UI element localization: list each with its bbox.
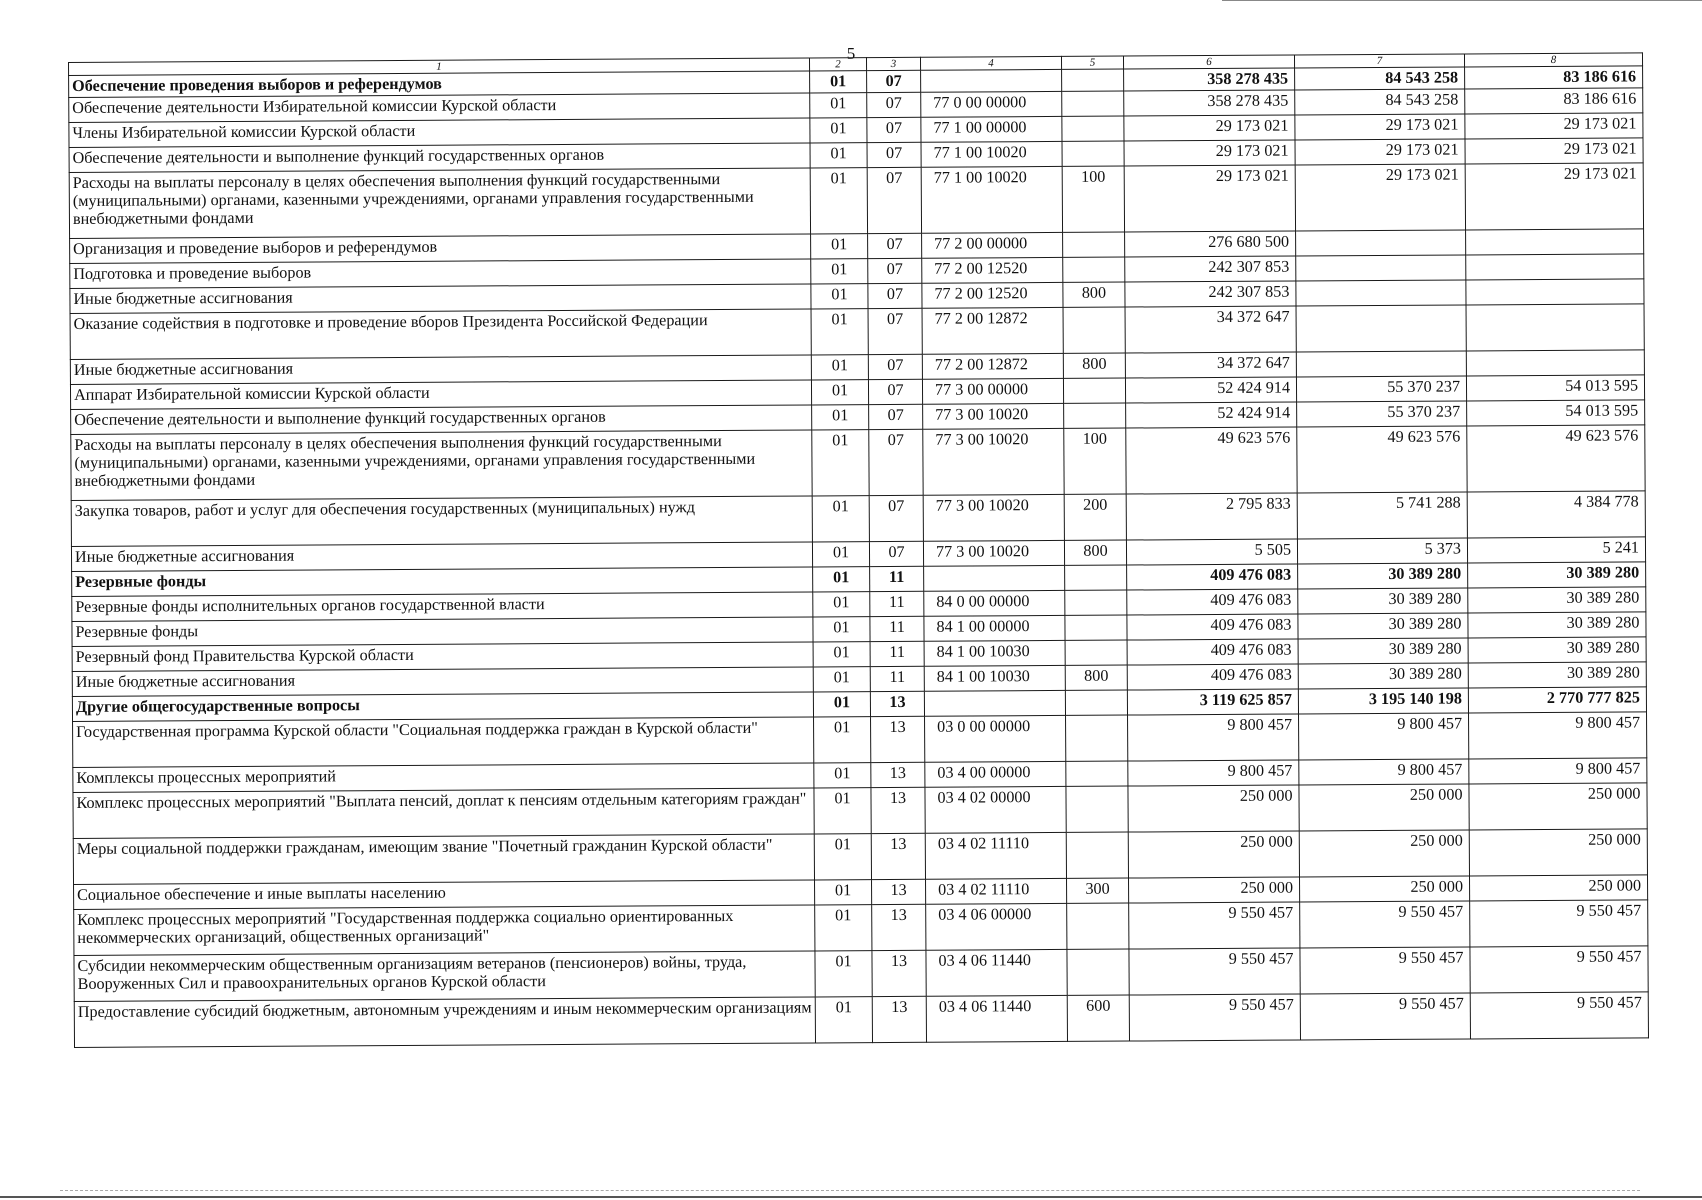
- amount-col-6: 52 424 914: [1125, 377, 1296, 403]
- subsection-code: 13: [872, 950, 926, 996]
- section-code: 01: [812, 405, 869, 430]
- target-article-code: 77 2 00 12872: [922, 307, 1063, 354]
- expense-type-code: [1065, 565, 1127, 590]
- row-name: Аппарат Избирательной комиссии Курской области: [70, 380, 811, 410]
- amount-col-7: 30 389 280: [1298, 613, 1468, 639]
- row-name: Резервные фонды исполнительных органов государственной власти: [72, 592, 813, 622]
- amount-col-6: 9 800 457: [1128, 760, 1299, 786]
- amount-col-6: 5 505: [1126, 539, 1297, 565]
- amount-col-7: 29 173 021: [1295, 114, 1465, 140]
- row-name: Обеспечение деятельности и выполнение функций государственных органов: [71, 405, 812, 435]
- table-row: [69, 163, 1643, 239]
- target-article-code: 03 0 00 00000: [925, 715, 1066, 762]
- target-article-code: [924, 565, 1065, 591]
- amount-col-6: 29 173 021: [1124, 140, 1295, 166]
- amount-col-7: [1296, 255, 1466, 281]
- section-code: 01: [810, 168, 867, 234]
- target-article-code: 77 2 00 00000: [922, 232, 1063, 258]
- amount-col-7: 5 741 288: [1297, 492, 1467, 539]
- row-name: Обеспечение проведения выборов и референдумов: [69, 71, 810, 98]
- amount-col-8: 250 000: [1469, 829, 1647, 876]
- amount-col-7: 49 623 576: [1297, 426, 1467, 493]
- row-name: Подготовка и проведение выборов: [70, 259, 811, 289]
- expense-type-code: [1063, 257, 1125, 282]
- subsection-code: 07: [868, 283, 922, 308]
- subsection-code: 13: [871, 762, 925, 787]
- section-code: 01: [811, 355, 868, 380]
- amount-col-6: 409 476 083: [1127, 664, 1298, 690]
- row-name: Резервные фонды: [72, 617, 813, 647]
- target-article-code: 84 1 00 10030: [924, 665, 1065, 691]
- expense-type-code: [1063, 307, 1125, 353]
- amount-col-8: 29 173 021: [1465, 163, 1643, 230]
- page-number: 5: [846, 44, 856, 63]
- section-code: 01: [811, 234, 868, 259]
- section-code: 01: [813, 567, 870, 592]
- amount-col-7: 9 800 457: [1299, 759, 1469, 785]
- section-code: 01: [812, 542, 869, 567]
- subsection-code: 13: [871, 787, 925, 833]
- expense-type-code: [1062, 116, 1124, 141]
- row-name: Иные бюджетные ассигнования: [70, 355, 811, 385]
- amount-col-8: 30 389 280: [1468, 587, 1646, 613]
- amount-col-7: [1296, 280, 1466, 306]
- section-code: 01: [813, 592, 870, 617]
- row-name: Обеспечение деятельности Избирательной комиссии Курской области: [69, 93, 810, 123]
- amount-col-7: [1296, 351, 1466, 377]
- amount-col-6: 358 278 435: [1124, 68, 1295, 91]
- row-name: Другие общегосударственные вопросы: [72, 692, 813, 722]
- amount-col-6: 34 372 647: [1125, 306, 1296, 353]
- budget-table: [68, 52, 1649, 1048]
- amount-col-7: 30 389 280: [1298, 663, 1468, 689]
- subsection-code: 07: [868, 233, 922, 258]
- row-name: Предоставление субсидий бюджетным, автономным учреждениям и иным некоммерческим организациям: [74, 997, 815, 1048]
- amount-col-8: 4 384 778: [1467, 491, 1645, 538]
- amount-col-8: 83 186 616: [1465, 88, 1643, 114]
- row-name: Организация и проведение выборов и референдумов: [70, 234, 811, 264]
- row-name: Комплекс процессных мероприятий "Государственная поддержка социально ориентированных некоммерческих организаций, общественных организаций": [74, 905, 815, 956]
- subsection-code: 07: [869, 541, 923, 566]
- amount-col-7: 9 550 457: [1300, 901, 1470, 948]
- expense-type-code: [1067, 903, 1129, 949]
- target-article-code: 77 1 00 10020: [921, 166, 1062, 233]
- expense-type-code: [1062, 141, 1124, 166]
- amount-col-6: 276 680 500: [1125, 231, 1296, 257]
- amount-col-8: 250 000: [1469, 783, 1647, 830]
- amount-col-6: 409 476 083: [1127, 639, 1298, 665]
- amount-col-7: 30 389 280: [1298, 588, 1468, 614]
- row-name: Члены Избирательной комиссии Курской области: [69, 118, 810, 148]
- amount-col-8: 250 000: [1469, 875, 1647, 901]
- amount-col-6: 34 372 647: [1125, 352, 1296, 378]
- amount-col-6: 250 000: [1129, 877, 1300, 903]
- amount-col-6: 9 550 457: [1129, 902, 1300, 949]
- column-number: 4: [920, 56, 1061, 70]
- target-article-code: 84 0 00 00000: [924, 590, 1065, 616]
- target-article-code: 77 1 00 10020: [921, 141, 1062, 167]
- table-row: [74, 992, 1648, 1048]
- target-article-code: 03 4 00 00000: [925, 761, 1066, 787]
- amount-col-8: 29 173 021: [1465, 113, 1643, 139]
- table-row: [71, 425, 1645, 501]
- amount-col-8: [1466, 304, 1644, 351]
- subsection-code: 13: [870, 691, 924, 716]
- expense-type-code: 800: [1063, 282, 1125, 307]
- section-code: 01: [814, 834, 871, 880]
- section-code: 01: [810, 143, 867, 168]
- row-name: Расходы на выплаты персоналу в целях обеспечения выполнения функций государственными (муниципальными) органами, казенными учреждениями, органами управления государственными внебюджетными фондами: [69, 168, 810, 239]
- subsection-code: 07: [869, 404, 923, 429]
- section-code: 01: [813, 642, 870, 667]
- subsection-code: 07: [869, 495, 923, 541]
- expense-type-code: [1067, 949, 1129, 995]
- target-article-code: 03 4 02 11110: [925, 832, 1066, 879]
- amount-col-6: 242 307 853: [1125, 281, 1296, 307]
- section-code: 01: [811, 309, 868, 355]
- amount-col-8: 49 623 576: [1467, 425, 1645, 492]
- section-code: 01: [814, 788, 871, 834]
- expense-type-code: 200: [1064, 494, 1126, 540]
- amount-col-6: 409 476 083: [1127, 564, 1298, 590]
- amount-col-7: 30 389 280: [1298, 563, 1468, 589]
- section-code: 01: [811, 259, 868, 284]
- column-number: 7: [1294, 54, 1464, 68]
- target-article-code: 77 3 00 00000: [922, 378, 1063, 404]
- amount-col-6: 409 476 083: [1127, 614, 1298, 640]
- expense-type-code: [1063, 378, 1125, 403]
- section-code: 01: [815, 880, 872, 905]
- row-name: Иные бюджетные ассигнования: [72, 667, 813, 697]
- expense-type-code: [1066, 786, 1128, 832]
- section-code: 01: [814, 763, 871, 788]
- target-article-code: 03 4 06 11440: [926, 949, 1067, 996]
- expense-type-code: [1064, 403, 1126, 428]
- target-article-code: 77 3 00 10020: [923, 403, 1064, 429]
- expense-type-code: [1065, 690, 1127, 715]
- amount-col-6: 9 550 457: [1129, 948, 1300, 995]
- subsection-code: 11: [870, 666, 924, 691]
- amount-col-8: 30 389 280: [1468, 662, 1646, 688]
- amount-col-7: 250 000: [1300, 876, 1470, 902]
- row-name: Закупка товаров, работ и услуг для обеспечения государственных (муниципальных) нужд: [71, 496, 812, 547]
- amount-col-8: 30 389 280: [1468, 637, 1646, 663]
- target-article-code: 77 2 00 12520: [922, 282, 1063, 308]
- column-number: 6: [1123, 55, 1294, 69]
- amount-col-8: 54 013 595: [1466, 375, 1644, 401]
- subsection-code: 11: [870, 641, 924, 666]
- amount-col-8: 9 550 457: [1470, 992, 1648, 1039]
- target-article-code: 84 1 00 00000: [924, 615, 1065, 641]
- target-article-code: [921, 69, 1062, 92]
- expense-type-code: 600: [1067, 995, 1129, 1041]
- amount-col-6: 29 173 021: [1124, 115, 1295, 141]
- section-code: 01: [810, 71, 867, 93]
- subsection-code: 13: [871, 716, 925, 762]
- scan-top-edge: [1222, 0, 1702, 1]
- row-name: Государственная программа Курской области "Социальная поддержка граждан в Курской области": [73, 717, 814, 768]
- subsection-code: 07: [868, 258, 922, 283]
- subsection-code: 07: [867, 142, 921, 167]
- amount-col-6: 358 278 435: [1124, 90, 1295, 116]
- target-article-code: 03 4 06 00000: [926, 903, 1067, 950]
- amount-col-6: 409 476 083: [1127, 589, 1298, 615]
- row-name: Резервный фонд Правительства Курской области: [72, 642, 813, 672]
- amount-col-8: [1466, 279, 1644, 305]
- row-name: Социальное обеспечение и иные выплаты населению: [74, 880, 815, 910]
- expense-type-code: [1065, 590, 1127, 615]
- amount-col-7: 30 389 280: [1298, 638, 1468, 664]
- amount-col-8: 2 770 777 825: [1468, 687, 1646, 713]
- expense-type-code: [1066, 832, 1128, 878]
- section-code: 01: [811, 380, 868, 405]
- amount-col-7: 29 173 021: [1295, 139, 1465, 165]
- amount-col-8: 9 550 457: [1470, 900, 1648, 947]
- amount-col-7: 55 370 237: [1297, 401, 1467, 427]
- table-body: [69, 53, 1649, 1048]
- section-code: 01: [812, 430, 869, 496]
- subsection-code: 13: [872, 996, 926, 1042]
- row-name: Субсидии некоммерческим общественным организациям ветеранов (пенсионеров) войны, труда, Вооруженных Сил и правоохранительных органов Курской области: [74, 951, 815, 1002]
- amount-col-8: 29 173 021: [1465, 138, 1643, 164]
- amount-col-8: 9 800 457: [1469, 712, 1647, 759]
- section-code: 01: [813, 692, 870, 717]
- target-article-code: 03 4 02 00000: [925, 786, 1066, 833]
- scan-bottom-noise: [60, 1190, 1640, 1191]
- section-code: 01: [814, 717, 871, 763]
- section-code: 01: [815, 997, 872, 1043]
- amount-col-7: 250 000: [1299, 830, 1469, 877]
- row-name: Расходы на выплаты персоналу в целях обеспечения выполнения функций государственными (муниципальными) органами, казенными учреждениями, органами управления государственными внебюджетными фондами: [71, 430, 812, 501]
- section-code: 01: [815, 951, 872, 997]
- row-name: Комплексы процессных мероприятий: [73, 763, 814, 793]
- amount-col-7: 9 550 457: [1300, 947, 1470, 994]
- column-number: 1: [69, 58, 810, 76]
- amount-col-8: [1466, 229, 1644, 255]
- amount-col-8: [1466, 350, 1644, 376]
- row-name: Меры социальной поддержки гражданам, имеющим звание "Почетный гражданин Курской области": [73, 834, 814, 885]
- subsection-code: 07: [868, 354, 922, 379]
- amount-col-7: 5 373: [1297, 538, 1467, 564]
- row-name: Обеспечение деятельности и выполнение функций государственных органов: [69, 143, 810, 173]
- amount-col-6: 49 623 576: [1126, 427, 1297, 494]
- subsection-code: 07: [867, 70, 921, 92]
- target-article-code: 77 1 00 00000: [921, 116, 1062, 142]
- amount-col-7: [1296, 230, 1466, 256]
- amount-col-6: 250 000: [1128, 831, 1299, 878]
- row-name: Комплекс процессных мероприятий "Выплата пенсий, доплат к пенсиям отдельным категориям граждан": [73, 788, 814, 839]
- amount-col-6: 9 550 457: [1129, 994, 1300, 1041]
- expense-type-code: [1066, 761, 1128, 786]
- expense-type-code: [1062, 69, 1124, 91]
- amount-col-8: 5 241: [1467, 537, 1645, 563]
- target-article-code: 77 3 00 10020: [923, 494, 1064, 541]
- section-code: 01: [810, 93, 867, 118]
- section-code: 01: [811, 284, 868, 309]
- amount-col-6: 29 173 021: [1124, 165, 1295, 232]
- amount-col-8: 30 389 280: [1468, 612, 1646, 638]
- amount-col-7: 55 370 237: [1296, 376, 1466, 402]
- expense-type-code: [1065, 640, 1127, 665]
- subsection-code: 13: [872, 904, 926, 950]
- amount-col-6: 250 000: [1128, 785, 1299, 832]
- budget-sheet: [68, 52, 1648, 1048]
- expense-type-code: 800: [1063, 353, 1125, 378]
- amount-col-6: 9 800 457: [1128, 714, 1299, 761]
- amount-col-6: 242 307 853: [1125, 256, 1296, 282]
- amount-col-8: 30 389 280: [1468, 562, 1646, 588]
- amount-col-7: 9 550 457: [1300, 993, 1470, 1040]
- subsection-code: 07: [869, 429, 923, 495]
- subsection-code: 07: [867, 117, 921, 142]
- target-article-code: 77 3 00 10020: [923, 428, 1064, 495]
- expense-type-code: [1063, 232, 1125, 257]
- target-article-code: [924, 690, 1065, 716]
- row-name: Иные бюджетные ассигнования: [71, 542, 812, 572]
- subsection-code: 13: [871, 833, 925, 879]
- row-name: Иные бюджетные ассигнования: [70, 284, 811, 314]
- amount-col-8: [1466, 254, 1644, 280]
- row-name: Резервные фонды: [72, 567, 813, 597]
- column-number: 2: [809, 58, 866, 71]
- amount-col-7: 3 195 140 198: [1298, 688, 1468, 714]
- amount-col-7: [1296, 305, 1466, 352]
- column-number: 5: [1061, 56, 1123, 69]
- amount-col-8: 9 800 457: [1469, 758, 1647, 784]
- expense-type-code: 800: [1065, 665, 1127, 690]
- scan-bottom-edge: [0, 1196, 1702, 1198]
- target-article-code: 03 4 02 11110: [926, 878, 1067, 904]
- subsection-code: 11: [870, 616, 924, 641]
- target-article-code: 77 0 00 00000: [921, 91, 1062, 117]
- amount-col-8: 83 186 616: [1465, 66, 1643, 89]
- section-code: 01: [815, 905, 872, 951]
- section-code: 01: [810, 118, 867, 143]
- target-article-code: 77 3 00 10020: [923, 540, 1064, 566]
- subsection-code: 07: [867, 92, 921, 117]
- subsection-code: 07: [868, 379, 922, 404]
- expense-type-code: 100: [1062, 166, 1124, 232]
- column-number: 8: [1464, 53, 1642, 67]
- subsection-code: 13: [872, 879, 926, 904]
- section-code: 01: [813, 667, 870, 692]
- amount-col-8: 9 550 457: [1470, 946, 1648, 993]
- expense-type-code: 300: [1067, 878, 1129, 903]
- expense-type-code: [1062, 91, 1124, 116]
- amount-col-6: 52 424 914: [1126, 402, 1297, 428]
- expense-type-code: [1066, 715, 1128, 761]
- amount-col-7: 84 543 258: [1295, 67, 1465, 90]
- subsection-code: 11: [870, 591, 924, 616]
- column-number: 3: [866, 57, 920, 70]
- subsection-code: 11: [870, 566, 924, 591]
- target-article-code: 84 1 00 10030: [924, 640, 1065, 666]
- target-article-code: 03 4 06 11440: [926, 995, 1067, 1042]
- subsection-code: 07: [867, 167, 921, 233]
- expense-type-code: 800: [1064, 540, 1126, 565]
- amount-col-6: 2 795 833: [1126, 493, 1297, 540]
- target-article-code: 77 2 00 12872: [922, 353, 1063, 379]
- section-code: 01: [812, 496, 869, 542]
- amount-col-6: 3 119 625 857: [1127, 689, 1298, 715]
- amount-col-8: 54 013 595: [1467, 400, 1645, 426]
- subsection-code: 07: [868, 308, 922, 354]
- amount-col-7: 9 800 457: [1299, 713, 1469, 760]
- amount-col-7: 84 543 258: [1295, 89, 1465, 115]
- amount-col-7: 250 000: [1299, 784, 1469, 831]
- expense-type-code: 100: [1064, 428, 1126, 494]
- section-code: 01: [813, 617, 870, 642]
- row-name: Оказание содействия в подготовке и проведение вборов Президента Российской Федерации: [70, 309, 811, 360]
- amount-col-7: 29 173 021: [1295, 164, 1465, 231]
- target-article-code: 77 2 00 12520: [922, 257, 1063, 283]
- expense-type-code: [1065, 615, 1127, 640]
